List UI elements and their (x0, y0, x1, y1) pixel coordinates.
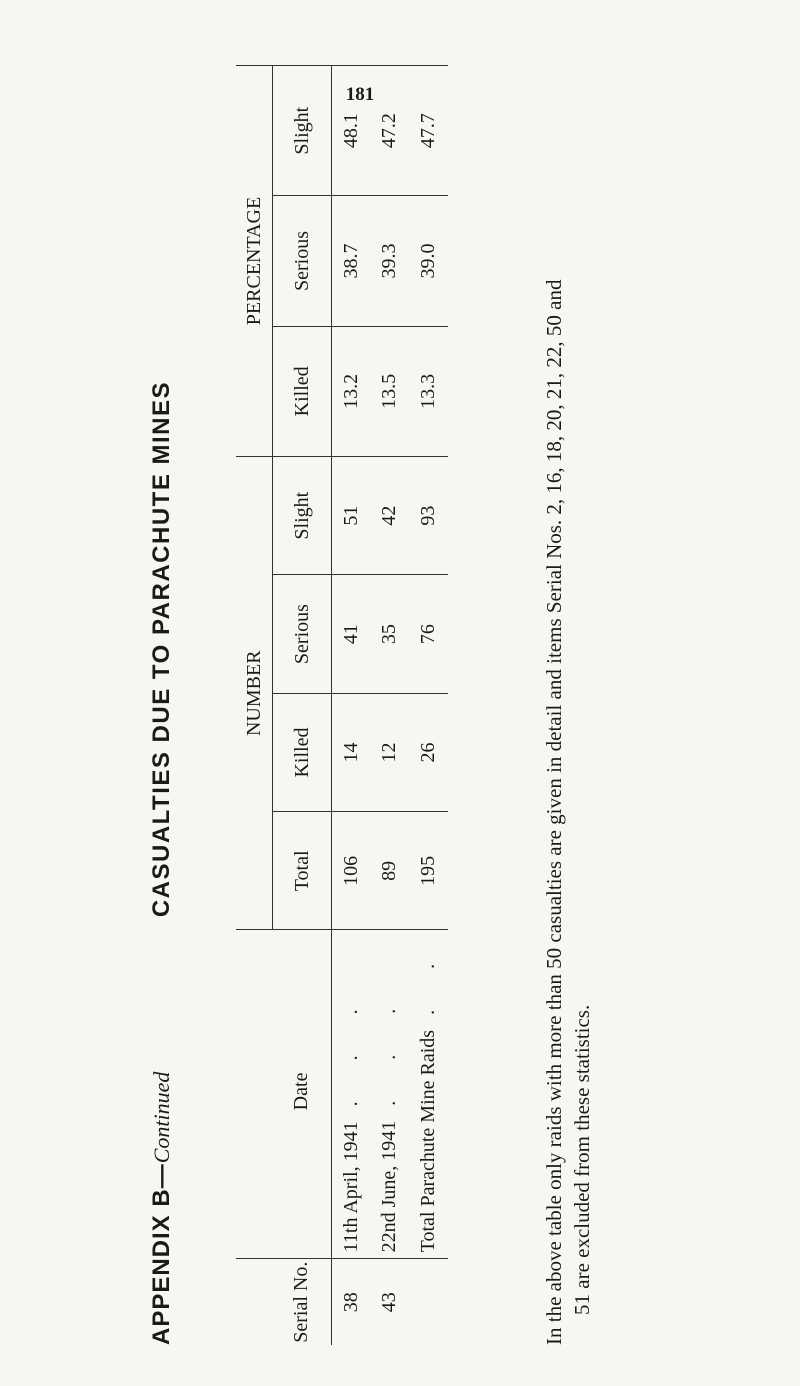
cell-pct-killed: 13.3 (408, 326, 448, 456)
cell-slight: 93 (408, 456, 448, 574)
cell-serious: 35 (370, 575, 408, 693)
group-header-number: NUMBER (236, 456, 273, 930)
date-text: 22nd June, 1941 (377, 1120, 400, 1253)
cell-total: 106 (332, 812, 371, 930)
page-title (148, 105, 176, 1345)
table-row (332, 66, 371, 1346)
cell-date (332, 930, 371, 1259)
cell-serious: 41 (332, 575, 371, 693)
cell-killed: 26 (408, 693, 448, 811)
cell-total: 89 (370, 812, 408, 930)
group-header-row (236, 66, 273, 1346)
total-label: Total Parachute Mine Raids (416, 1029, 439, 1253)
cell-killed: 12 (370, 693, 408, 811)
continued-label: Continued (149, 1071, 174, 1164)
footnote-line-2: 51 are excluded from these statistics. (570, 1004, 594, 1315)
cell-pct-slight: 47.7 (408, 66, 448, 196)
cell-pct-slight: 48.1 (332, 66, 371, 196)
total-row (408, 66, 448, 1346)
col-header-pct-killed: Killed (273, 326, 332, 456)
rotated-page-content (140, 65, 700, 1345)
col-header-pct-serious: Serious (273, 196, 332, 326)
footnote (540, 105, 596, 1345)
column-header-row (273, 66, 332, 1346)
leader-dots: . . . (339, 991, 362, 1107)
col-header-total: Total (273, 812, 332, 930)
cell-slight: 42 (370, 456, 408, 574)
group-header-blank (236, 930, 273, 1259)
cell-slight: 51 (332, 456, 371, 574)
cell-pct-slight: 47.2 (370, 66, 408, 196)
cell-total: 195 (408, 812, 448, 930)
footnote-line-1: In the above table only raids with more than 50 casualties are given in detail and items Serial Nos. 2, 16, 18, 20, 21, 22, 50 and (542, 279, 566, 1345)
table-row (370, 66, 408, 1346)
leader-dots: . . (416, 945, 439, 1015)
cell-pct-killed: 13.2 (332, 326, 371, 456)
cell-serial: 43 (370, 1259, 408, 1345)
cell-serial: 38 (332, 1259, 371, 1345)
casualties-table (236, 65, 448, 1345)
cell-pct-serious: 38.7 (332, 196, 371, 326)
page-number: 181 (345, 84, 375, 105)
leader-dots: . . . (377, 990, 400, 1106)
cell-pct-serious: 39.3 (370, 196, 408, 326)
table-title: CASUALTIES DUE TO PARACHUTE MINES (148, 380, 175, 918)
cell-pct-serious: 39.0 (408, 196, 448, 326)
cell-date (408, 930, 448, 1259)
group-header-percentage: PERCENTAGE (236, 66, 273, 457)
col-header-serious: Serious (273, 575, 332, 693)
cell-date (370, 930, 408, 1259)
cell-killed: 14 (332, 693, 371, 811)
appendix-label: APPENDIX B— (148, 1163, 175, 1345)
col-header-pct-slight: Slight (273, 66, 332, 196)
col-header-slight: Slight (273, 456, 332, 574)
group-header-blank (236, 1259, 273, 1345)
col-header-killed: Killed (273, 693, 332, 811)
date-text: 11th April, 1941 (339, 1121, 362, 1253)
cell-pct-killed: 13.5 (370, 326, 408, 456)
col-header-date: Date (273, 930, 332, 1259)
cell-serial (408, 1259, 448, 1345)
col-header-serial: Serial No. (273, 1259, 332, 1345)
cell-serious: 76 (408, 575, 448, 693)
